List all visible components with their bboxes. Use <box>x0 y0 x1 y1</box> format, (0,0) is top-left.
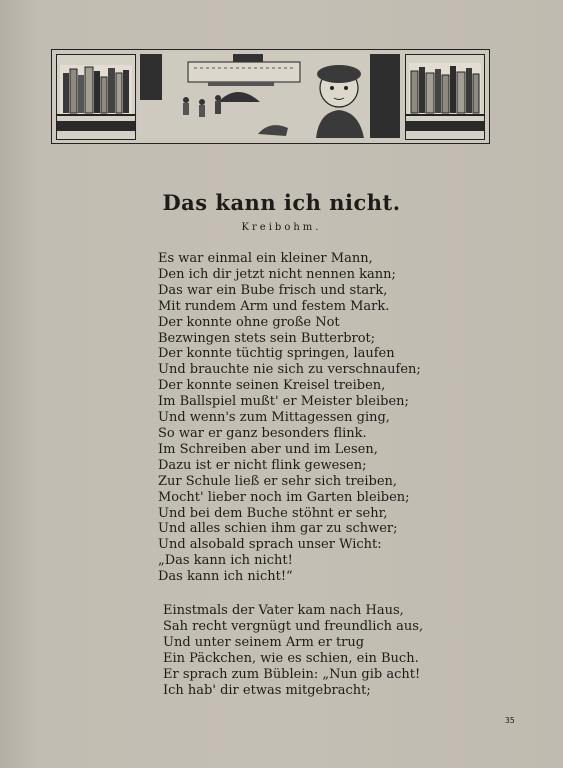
poem-line: Im Schreiben aber und im Lesen, <box>158 441 378 457</box>
poem-author: Kreibohm. <box>241 222 322 233</box>
poem-line: Und wenn's zum Mittagessen ging, <box>158 410 390 426</box>
poem-line: Der konnte tüchtig springen, laufen <box>158 346 395 362</box>
poem-line: Es war einmal ein kleiner Mann, <box>158 251 373 266</box>
poem-line: Der konnte ohne große Not <box>158 314 340 330</box>
poem-line: „Das kann ich nicht! <box>158 553 293 569</box>
poem-line: Einstmals der Vater kam nach Haus, <box>163 603 404 618</box>
poem-line: Mocht' lieber noch im Garten bleiben; <box>158 489 410 505</box>
poem-line: Und alsobald sprach unser Wicht: <box>158 537 382 553</box>
poem-line: Er sprach zum Büblein: „Nun gib acht! <box>163 666 421 682</box>
poem-line: Und bei dem Buche stöhnt er sehr, <box>158 505 388 521</box>
poem-line: Und alles schien ihm gar zu schwer; <box>158 521 398 537</box>
poem-line: Mit rundem Arm und festem Mark. <box>158 298 390 314</box>
street-scene-illustration <box>138 54 400 138</box>
poem-line: Das war ein Bube frisch und stark, <box>158 282 388 298</box>
poem-line: Ein Päckchen, wie es schien, ein Buch. <box>163 650 419 666</box>
bookshelf-illustration-left <box>56 54 136 140</box>
poem-line: Und brauchte nie sich zu verschnaufen; <box>158 362 421 378</box>
poem-stanza-2 <box>163 603 423 698</box>
poem-line: So war er ganz besonders flink. <box>158 425 367 441</box>
poem-line: Sah recht vergnügt und freundlich aus, <box>163 618 424 634</box>
poem-line: Zur Schule ließ er sehr sich treiben, <box>158 473 398 489</box>
poem-line: Und unter seinem Arm er trug <box>163 634 365 650</box>
poem-line: Im Ballspiel mußt' er Meister bleiben; <box>158 394 409 410</box>
poem-line: Der konnte seinen Kreisel treiben, <box>158 378 386 394</box>
poem-title: Das kann ich nicht. <box>162 190 401 215</box>
poem-line: Dazu ist er nicht flink gewesen; <box>158 457 367 473</box>
poem-line: Den ich dir jetzt nicht nennen kann; <box>158 266 396 282</box>
poem-stanza-1 <box>158 251 421 585</box>
poem-line: Bezwingen stets sein Butterbrot; <box>158 330 376 346</box>
poem-line: Ich hab' dir etwas mitgebracht; <box>163 682 371 698</box>
bookshelf-illustration-right <box>405 54 485 140</box>
page-number: 35 <box>505 716 515 725</box>
header-illustration <box>51 49 490 144</box>
poem-line: Das kann ich nicht!“ <box>158 569 293 585</box>
